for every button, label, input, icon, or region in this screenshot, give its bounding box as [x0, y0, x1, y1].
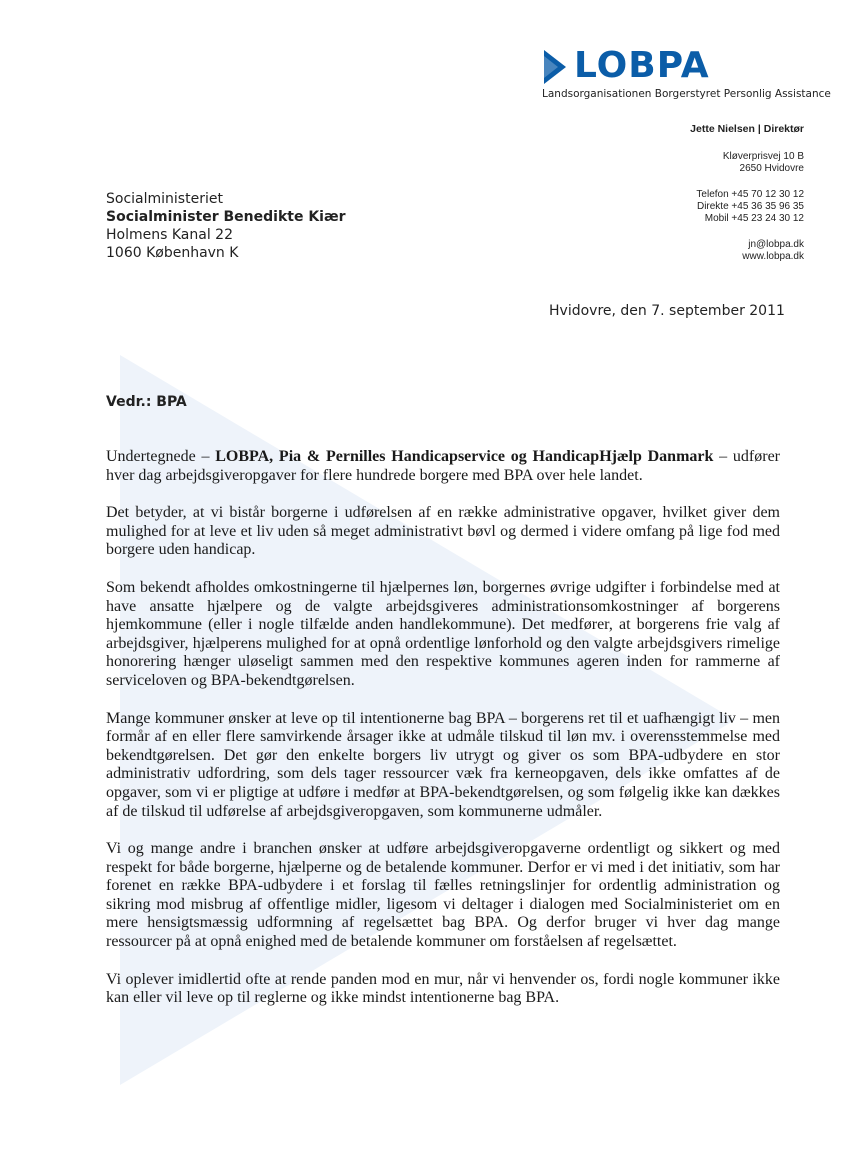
- letter-subject: Vedr.: BPA: [106, 394, 187, 410]
- sender-contact-block: [544, 123, 804, 277]
- sender-separator: |: [757, 123, 761, 135]
- logo-arrow-icon: [540, 48, 570, 86]
- body-paragraph-6: Vi oplever imidlertid ofte at rende panden mod en mur, når vi henvender os, fordi nogle kommuner ikke kan eller vil leve op til reglerne og ikke mindst intentionerne bag BPA.: [106, 970, 780, 1007]
- sender-city: 2650 Hvidovre: [739, 163, 804, 174]
- sender-online: [544, 239, 804, 263]
- body-paragraph-2: Det betyder, at vi bistår borgerne i udførelsen af en række administrative opgaver, hvilket giver dem mulighed for at leve et liv uden så meget administrativt bøvl og dermed i videre omfang på lige fod med borgere uden handicap.: [106, 504, 780, 559]
- logo-tagline: Landsorganisationen Borgerstyret Personlig Assistance: [542, 88, 831, 100]
- sender-phone: Telefon +45 70 12 30 12: [696, 189, 804, 200]
- logo-wordmark: LOBPA: [574, 45, 710, 86]
- letter-date: Hvidovre, den 7. september 2011: [549, 303, 785, 319]
- sender-title: Direktør: [763, 123, 804, 135]
- recipient-name: Socialminister Benedikte Kiær: [106, 209, 346, 225]
- letter-body: [106, 448, 780, 1027]
- lobpa-logo: [540, 38, 831, 100]
- recipient-org: Socialministeriet: [106, 191, 223, 207]
- recipient-address: [106, 190, 346, 262]
- signatories: LOBPA, Pia & Pernilles Handicapservice og HandicapHjælp Danmark: [215, 448, 714, 465]
- body-paragraph-3: Som bekendt afholdes omkostningerne til hjælpernes løn, borgernes øvrige udgifter i forbindelse med at have ansatte hjælpere og de valgte arbejdsgiveres administrationsomkostninger af borgerens hjemkommune (eller i nogle tilfælde anden handlekommune). Det medfører, at borgerens frie valg af arbejdsgiver, hjælperens mulighed for at opnå ordentlige lønforhold og den valgte arbejdsgivers rimelige honorering hænger uløseligt sammen med den respektive kommunes ageren inden for rammerne af serviceloven og BPA-bekendtgørelsen.: [106, 578, 780, 689]
- sender-email[interactable]: jn@lobpa.dk: [748, 239, 804, 250]
- recipient-street: Holmens Kanal 22: [106, 227, 233, 243]
- sender-direct-phone: Direkte +45 36 35 96 35: [696, 201, 804, 212]
- sender-phones: [544, 189, 804, 225]
- body-paragraph-4: Mange kommuner ønsker at leve op til intentionerne bag BPA – borgerens ret til et uafhængigt liv – men formår af en eller flere samvirkende årsager ikke at udmåle tilskud til løn mv. i overensstemmelse med bekendtgørelsen. Det gør den enkelte borgers liv utrygt og giver os som BPA-udbydere en stor administrativ udfordring, som dels tager ressourcer væk fra kerneopgaven, dels ikke omfattes af de opgaver, som vi er pligtige at udføre i medfør at BPA-bekendtgørelsen, og som følgelig ikke kan dækkes af de tilskud til udførelse af arbejdsgiveropgaven, som kommunerne udmåler.: [106, 709, 780, 820]
- sender-street: Kløverprisvej 10 B: [722, 151, 804, 162]
- sender-name-title: [544, 123, 804, 135]
- body-paragraph-5: Vi og mange andre i branchen ønsker at udføre arbejdsgiveropgaverne ordentligt og sikkert og med respekt for både borgerne, hjælperne og de betalende kommuner. Derfor er vi med i det initiativ, som har forenet en række BPA-udbydere i et forslag til fælles retningslinjer for ordentlig administration og sikring mod misbrug af offentlige midler, ligesom vi deltager i dialogen med Socialministeriet om en mere hensigtsmæssig udformning af regelsættet bag BPA. Og derfor bruger vi hver dag mange ressourcer på at opnå enighed med de betalende kommuner om forståelsen af regelsættet.: [106, 840, 780, 951]
- sender-website[interactable]: www.lobpa.dk: [742, 251, 804, 262]
- sender-mobile: Mobil +45 23 24 30 12: [704, 213, 804, 224]
- body-paragraph-1: Undertegnede – LOBPA, Pia & Pernilles Handicapservice og HandicapHjælp Danmark – udfører hver dag arbejdsgiveropgaver for flere hundrede borgere med BPA over hele landet.: [106, 448, 780, 484]
- sender-address: [544, 151, 804, 175]
- recipient-city: 1060 København K: [106, 245, 239, 261]
- sender-name: Jette Nielsen: [690, 123, 755, 135]
